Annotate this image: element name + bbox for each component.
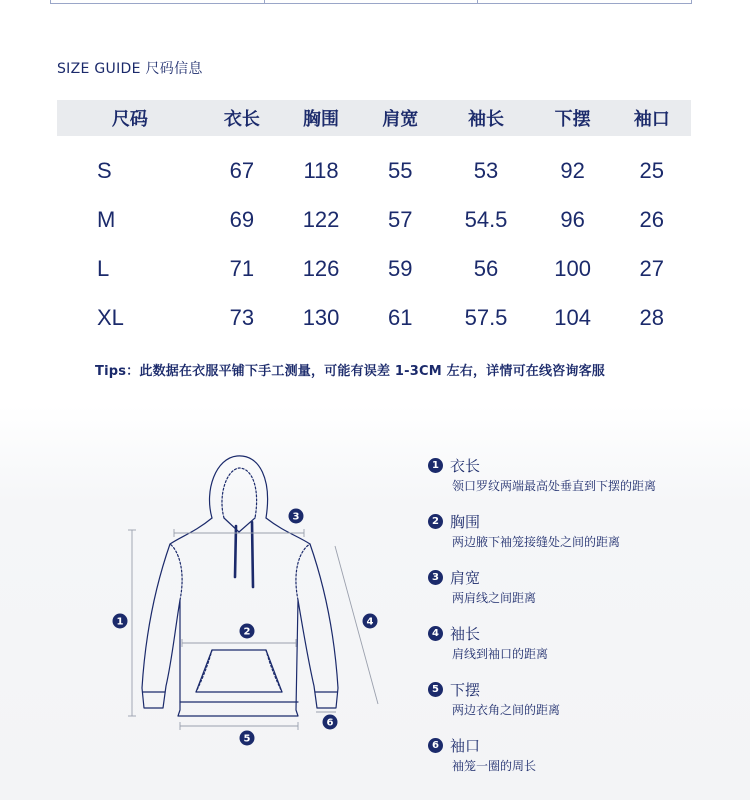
hood-inner — [222, 468, 257, 518]
header-shoulder: 肩宽 — [361, 100, 439, 136]
cell-value: 26 — [639, 206, 665, 232]
cell-value: 122 — [302, 206, 340, 232]
cell-value: 56 — [473, 255, 499, 281]
previous-table-edge — [50, 0, 692, 4]
header-cuff: 袖口 — [613, 100, 691, 136]
legend-item-shoulder — [428, 567, 728, 606]
cell-value: 55 — [387, 157, 413, 183]
legend-number: 4 — [428, 626, 443, 641]
cell-value: 28 — [639, 304, 665, 330]
table-edge-cell — [265, 0, 479, 3]
cell-value: 92 — [560, 157, 585, 183]
svg-text:3: 3 — [292, 511, 300, 523]
cell-value: 73 — [229, 304, 255, 330]
cell-size: L — [97, 255, 110, 281]
cell-value: 71 — [229, 255, 255, 281]
legend-number: 1 — [428, 458, 443, 473]
header-size: 尺码 — [57, 100, 203, 136]
legend-desc: 两肩线之间距离 — [452, 591, 537, 605]
table-edge-cell — [51, 0, 265, 3]
marker-cuff — [323, 715, 338, 730]
cell-size: M — [97, 206, 116, 232]
cell-value: 104 — [554, 304, 591, 330]
table-header-row — [57, 100, 691, 136]
svg-text:1: 1 — [116, 616, 124, 628]
svg-text:2: 2 — [243, 626, 251, 638]
table-edge-cell — [478, 0, 691, 3]
measurement-tips: Tips：此数据在衣服平铺下手工测量，可能有误差 1-3CM 左右，详情可在线咨询客服 — [95, 364, 605, 379]
cell-value: 100 — [554, 255, 591, 281]
legend-name: 衣长 — [450, 456, 481, 475]
marker-length — [113, 614, 128, 629]
legend-name: 袖口 — [450, 736, 481, 755]
legend-name: 袖长 — [450, 624, 481, 643]
table-row — [57, 136, 691, 195]
drawstring-left — [235, 526, 236, 577]
cell-value: 130 — [302, 304, 340, 330]
legend-name: 肩宽 — [450, 568, 481, 587]
marker-shoulder — [289, 509, 304, 524]
legend-number: 3 — [428, 570, 443, 585]
legend-desc: 领口罗纹两端最高处垂直到下摆的距离 — [452, 479, 657, 493]
cell-value: 96 — [560, 206, 585, 232]
cell-value: 25 — [639, 157, 665, 183]
kangaroo-pocket — [196, 650, 282, 692]
header-hem: 下摆 — [533, 100, 613, 136]
legend-item-chest — [428, 511, 728, 550]
cell-value: 59 — [387, 255, 413, 281]
cell-value: 53 — [473, 157, 499, 183]
cell-value: 118 — [303, 157, 339, 183]
cell-value: 57 — [387, 206, 413, 232]
legend-desc: 肩线到袖口的距离 — [452, 647, 549, 661]
legend-desc: 袖笼一圈的周长 — [452, 759, 537, 773]
cell-value: 27 — [639, 255, 665, 281]
legend-item-hem — [428, 679, 728, 718]
marker-chest — [240, 624, 255, 639]
marker-sleeve — [363, 614, 378, 629]
legend-desc: 两边衣角之间的距离 — [452, 703, 561, 717]
hood-outline — [210, 456, 268, 518]
measurement-legend — [428, 455, 728, 791]
table-row — [57, 244, 691, 293]
table-row — [57, 293, 691, 342]
cell-value: 126 — [302, 255, 340, 281]
legend-item-length — [428, 455, 728, 494]
legend-number: 5 — [428, 682, 443, 697]
cell-value: 61 — [387, 304, 413, 330]
cell-value: 67 — [229, 157, 255, 183]
size-table — [57, 100, 691, 342]
drawstring-right — [252, 522, 253, 587]
cell-value: 54.5 — [464, 206, 508, 232]
cell-size: XL — [97, 304, 124, 330]
header-chest: 胸围 — [281, 100, 361, 136]
header-sleeve: 袖长 — [439, 100, 532, 136]
svg-text:5: 5 — [243, 733, 251, 745]
size-guide-title: SIZE GUIDE 尺码信息 — [57, 61, 203, 77]
svg-text:6: 6 — [326, 717, 334, 729]
cell-size: S — [97, 157, 112, 183]
cell-value: 57.5 — [464, 304, 508, 330]
header-length: 衣长 — [203, 100, 281, 136]
legend-desc: 两边腋下袖笼接缝处之间的距离 — [452, 535, 621, 549]
legend-item-cuff — [428, 735, 728, 774]
table-row — [57, 195, 691, 244]
legend-number: 2 — [428, 514, 443, 529]
legend-name: 下摆 — [450, 680, 481, 699]
hoodie-body — [142, 518, 338, 716]
legend-item-sleeve — [428, 623, 728, 662]
legend-name: 胸围 — [450, 512, 481, 531]
svg-text:4: 4 — [366, 616, 374, 628]
hoodie-diagram — [100, 440, 400, 760]
cell-value: 69 — [229, 206, 255, 232]
marker-hem — [240, 731, 255, 746]
legend-number: 6 — [428, 738, 443, 753]
